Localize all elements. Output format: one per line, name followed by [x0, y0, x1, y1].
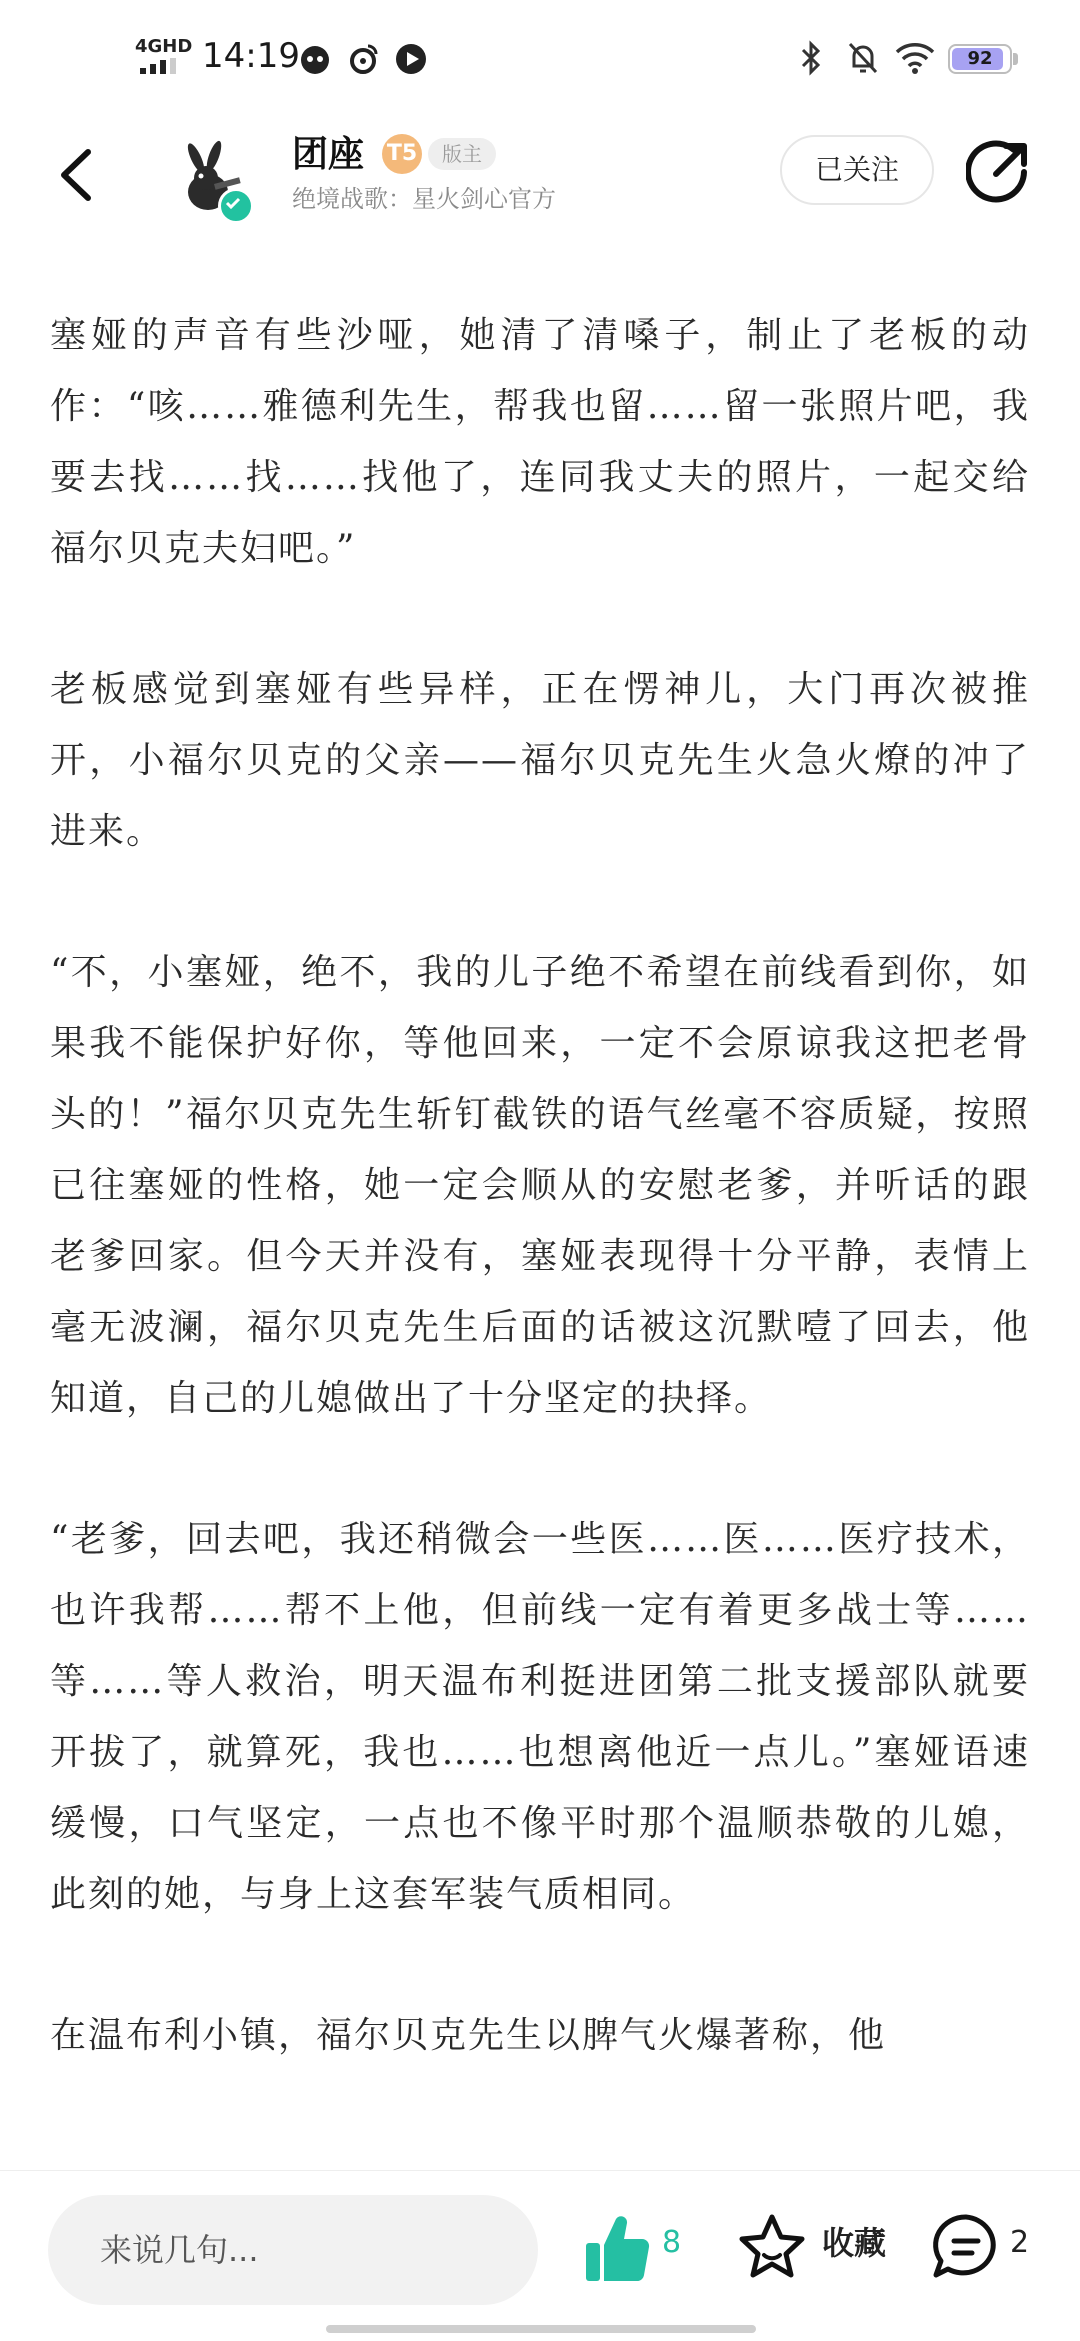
bottom-action-bar	[0, 2170, 1080, 2341]
back-arrow-icon[interactable]	[48, 140, 108, 210]
like-count: 8	[662, 2225, 682, 2260]
level-badge: T5	[382, 134, 422, 174]
signal-icon	[140, 58, 190, 74]
battery-indicator	[948, 44, 1012, 74]
video-app-icon	[394, 42, 428, 76]
verified-badge-icon	[218, 188, 254, 224]
post-header	[0, 110, 1080, 240]
favorite-label[interactable]: 收藏	[822, 2224, 887, 2262]
share-icon[interactable]	[966, 138, 1032, 204]
follow-button[interactable]: 已关注	[780, 135, 934, 205]
home-indicator[interactable]	[326, 2325, 756, 2333]
mute-icon	[846, 40, 880, 76]
author-subtitle: 绝境战歌：星火剑心官方	[292, 185, 556, 213]
moderator-tag: 版主	[428, 138, 496, 170]
wifi-icon	[894, 40, 936, 76]
app-notification-icon	[298, 42, 332, 76]
status-bar	[0, 0, 1080, 110]
star-icon[interactable]	[736, 2211, 808, 2283]
article-body	[50, 300, 1030, 2160]
comment-icon[interactable]	[930, 2211, 1002, 2283]
clock: 14:19	[202, 36, 300, 76]
thumbs-up-icon[interactable]	[580, 2209, 652, 2289]
network-type: 4GHD	[135, 36, 193, 57]
comment-input[interactable]: 来说几句...	[48, 2195, 538, 2305]
bluetooth-icon	[798, 40, 824, 76]
comment-count: 2	[1010, 2225, 1030, 2260]
paragraph: “老爹，回去吧，我还稍微会一些医……医……医疗技术，也许我帮……帮不上他，但前线一定有着更多战士等……等……等人救治，明天温布利挺进团第二批支援部队就要开拔了，就算死，我也……也想离他近一点儿。”塞娅语速缓慢，口气坚定，一点也不像平时那个温顺恭敬的儿媳，此刻的她，与身上这套军装气质相同。	[50, 1519, 1030, 1915]
paragraph: 老板感觉到塞娅有些异样，正在愣神儿，大门再次被推开，小福尔贝克的父亲——福尔贝克先生火急火燎的冲了进来。	[50, 669, 1030, 852]
battery-tip	[1013, 53, 1018, 65]
content-fade	[0, 2120, 1080, 2170]
weibo-icon	[346, 42, 380, 76]
paragraph: 在温布利小镇，福尔贝克先生以脾气火爆著称，他	[50, 2015, 887, 2056]
paragraph: 塞娅的声音有些沙哑，她清了清嗓子，制止了老板的动作：“咳……雅德利先生，帮我也留……留一张照片吧，我要去找……找……找他了，连同我丈夫的照片，一起交给福尔贝克夫妇吧。”	[50, 315, 1030, 569]
battery-percent: 92	[967, 48, 993, 69]
author-name[interactable]: 团座	[292, 133, 365, 175]
paragraph: “不，小塞娅，绝不，我的儿子绝不希望在前线看到你，如果我不能保护好你，等他回来，一定不会原谅我这把老骨头的！”福尔贝克先生斩钉截铁的语气丝毫不容质疑，按照已往塞娅的性格，她一定会顺从的安慰老爹，并听话的跟老爹回家。但今天并没有，塞娅表现得十分平静，表情上毫无波澜，福尔贝克先生后面的话被这沉默噎了回去，他知道，自己的儿媳做出了十分坚定的抉择。	[50, 952, 1030, 1419]
